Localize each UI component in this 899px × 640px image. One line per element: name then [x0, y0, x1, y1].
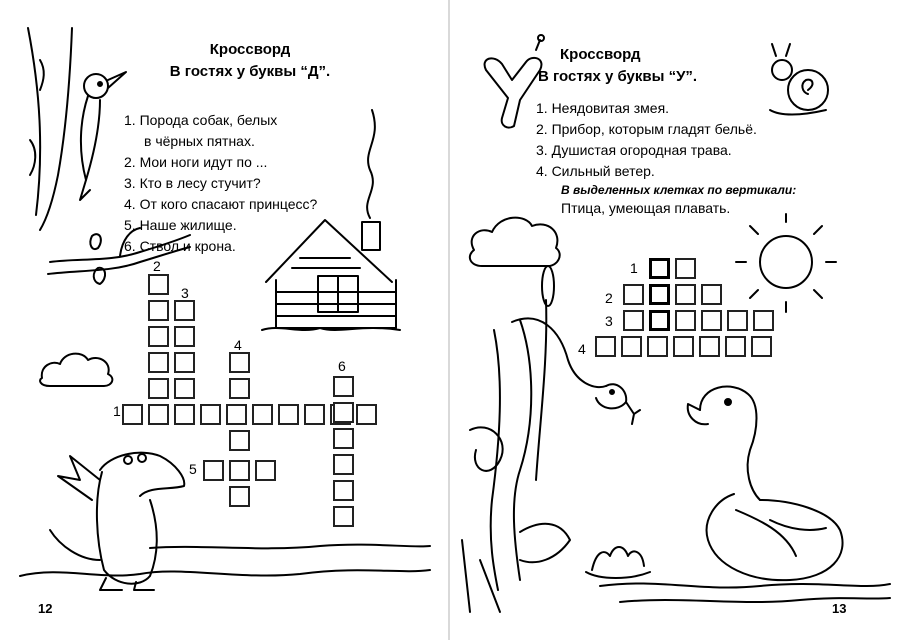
right-grid-number-3: 3: [605, 313, 613, 329]
left-clue-3: 3. Кто в лесу стучит?: [124, 175, 261, 191]
crossword-cell: [623, 284, 644, 305]
crossword-cell: [333, 506, 354, 527]
woodpecker-illustration: [80, 72, 126, 200]
left-clue-list: [124, 110, 317, 257]
crossword-cell: [595, 336, 616, 357]
crossword-cell: [701, 310, 722, 331]
crossword-cell: [229, 486, 250, 507]
right-grid-number-1: 1: [630, 260, 638, 276]
crossword-cell: [148, 352, 169, 373]
crossword-cell: [148, 378, 169, 399]
crossword-cell: [725, 336, 746, 357]
crossword-cell: [148, 404, 169, 425]
left-grid-number-4: 4: [234, 337, 242, 353]
right-grid-number-2: 2: [605, 290, 613, 306]
sun-illustration: [736, 214, 836, 312]
cloud-illustration-right: [470, 218, 560, 266]
crossword-cell: [174, 404, 195, 425]
crossword-cell: [148, 300, 169, 321]
water-lily-illustration: [586, 547, 650, 578]
crossword-cell: [675, 284, 696, 305]
crossword-cell: [229, 460, 250, 481]
crocodile-illustration: [20, 453, 430, 590]
left-clue-1-cont: в чёрных пятнах.: [144, 133, 255, 149]
right-heading: Кроссворд: [560, 46, 641, 63]
crossword-cell: [649, 310, 670, 331]
left-heading: Кроссворд: [209, 41, 291, 58]
crossword-cell: [229, 352, 250, 373]
crossword-cell: [174, 300, 195, 321]
left-clue-6: 6. Ствол и крона.: [124, 238, 236, 254]
crossword-cell: [174, 326, 195, 347]
left-grid-number-5: 5: [189, 461, 197, 477]
crossword-cell: [304, 404, 325, 425]
left-grid-number-6: 6: [338, 358, 346, 374]
crossword-cell: [255, 460, 276, 481]
crossword-cell: [333, 428, 354, 449]
left-clue-4: 4. От кого спасают принцесс?: [124, 196, 318, 212]
right-clue-list: [536, 98, 757, 182]
crossword-cell: [675, 310, 696, 331]
left-page-number: 12: [38, 601, 53, 616]
crossword-cell: [174, 352, 195, 373]
left-clue-1: 1. Порода собак, белых: [124, 112, 278, 128]
right-subheading: В гостях у буквы “У”.: [538, 68, 698, 85]
crossword-cell: [673, 336, 694, 357]
crossword-cell: [203, 460, 224, 481]
crossword-cell: [333, 376, 354, 397]
crossword-cell: [356, 404, 377, 425]
crossword-cell: [148, 274, 169, 295]
left-clue-2: 2. Мои ноги идут по ...: [124, 154, 268, 170]
goose-illustration: [600, 387, 890, 602]
right-clue-4: 4. Сильный ветер.: [536, 163, 655, 179]
crossword-cell: [727, 310, 748, 331]
right-clue-1: 1. Неядовитая змея.: [536, 100, 670, 116]
crossword-cell: [174, 378, 195, 399]
right-note-heading: В выделенных клетках по вертикали:: [561, 183, 797, 197]
crossword-cell: [333, 480, 354, 501]
crossword-cell: [649, 284, 670, 305]
left-grid-number-1: 1: [113, 403, 121, 419]
crossword-cell: [647, 336, 668, 357]
crossword-cell: [333, 454, 354, 475]
crossword-cell: [229, 430, 250, 451]
crossword-cell: [200, 404, 221, 425]
left-grid-number-3: 3: [181, 285, 189, 301]
crossword-cell: [278, 404, 299, 425]
crossword-cell: [751, 336, 772, 357]
right-clue-3: 3. Душистая огородная трава.: [536, 142, 732, 158]
crossword-cell: [333, 402, 354, 423]
crossword-cell: [229, 378, 250, 399]
cloud-illustration: [40, 354, 112, 386]
snake-illustration: [462, 266, 640, 612]
left-subheading: В гостях у буквы “Д”.: [169, 63, 331, 80]
snail-illustration: [770, 44, 828, 115]
crossword-cell: [675, 258, 696, 279]
crossword-cell: [699, 336, 720, 357]
crossword-cell: [226, 404, 247, 425]
crossword-cell: [148, 326, 169, 347]
crossword-cell: [621, 336, 642, 357]
crossword-cell: [649, 258, 670, 279]
left-grid-number-2: 2: [153, 258, 161, 274]
crossword-cell: [252, 404, 273, 425]
crossword-cell: [623, 310, 644, 331]
right-clue-2: 2. Прибор, которым гладят бельё.: [536, 121, 757, 137]
crossword-cell: [753, 310, 774, 331]
right-page-number: 13: [832, 601, 847, 616]
right-note-answer: Птица, умеющая плавать.: [561, 200, 731, 216]
crossword-cell: [701, 284, 722, 305]
crossword-cell: [122, 404, 143, 425]
left-clue-5: 5. Наше жилище.: [124, 217, 237, 233]
right-grid-number-4: 4: [578, 341, 586, 357]
